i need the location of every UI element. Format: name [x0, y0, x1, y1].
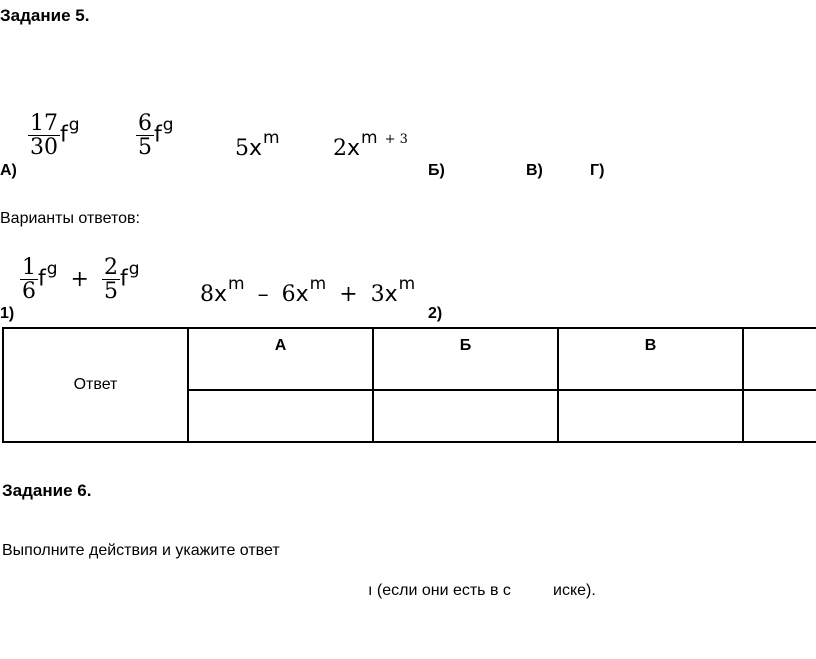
- option-2-label: 2): [428, 305, 443, 322]
- answer-row-label: Ответ: [3, 328, 188, 442]
- variants-title: Варианты ответов:: [0, 210, 140, 227]
- expr-a: $\frac{17}{30}$ $f^g$: [30, 111, 80, 161]
- answer-cell-c[interactable]: [558, 390, 743, 442]
- col-header-d: [743, 328, 816, 390]
- answer-cell-d[interactable]: [743, 390, 816, 442]
- option-2-expression: $8x^m - 6x^m + 3x^m$: [200, 274, 416, 307]
- option-1-label: 1): [0, 305, 15, 322]
- answer-table: [2, 327, 816, 443]
- answer-cell-b[interactable]: [373, 390, 558, 442]
- label-c: В): [526, 162, 543, 179]
- expr-c: $5x^m$: [235, 128, 280, 161]
- option-1-expression: $\frac{1}{6}$ $f^g$ + $\frac{2}{5}$ $f^g$: [22, 255, 140, 305]
- label-a: А): [0, 162, 17, 179]
- expr-d: $2x^m$ $^{+ 3}$: [333, 128, 408, 161]
- task6-partial-text-2: иске).: [553, 582, 596, 599]
- expr-b: $\frac{6}{5}$ $f^g$: [138, 111, 174, 161]
- label-d: Г): [590, 162, 605, 179]
- col-header-b: Б: [373, 328, 558, 390]
- task6-title: Задание 6.: [2, 481, 92, 500]
- task5-title: Задание 5.: [0, 6, 90, 25]
- answer-cell-a[interactable]: [188, 390, 373, 442]
- task6-instruction: Выполните действия и укажите ответ: [2, 542, 280, 559]
- col-header-a: А: [188, 328, 373, 390]
- col-header-c: В: [558, 328, 743, 390]
- task6-partial-text-1: ı (если они есть в с: [368, 582, 511, 599]
- label-b: Б): [428, 162, 445, 179]
